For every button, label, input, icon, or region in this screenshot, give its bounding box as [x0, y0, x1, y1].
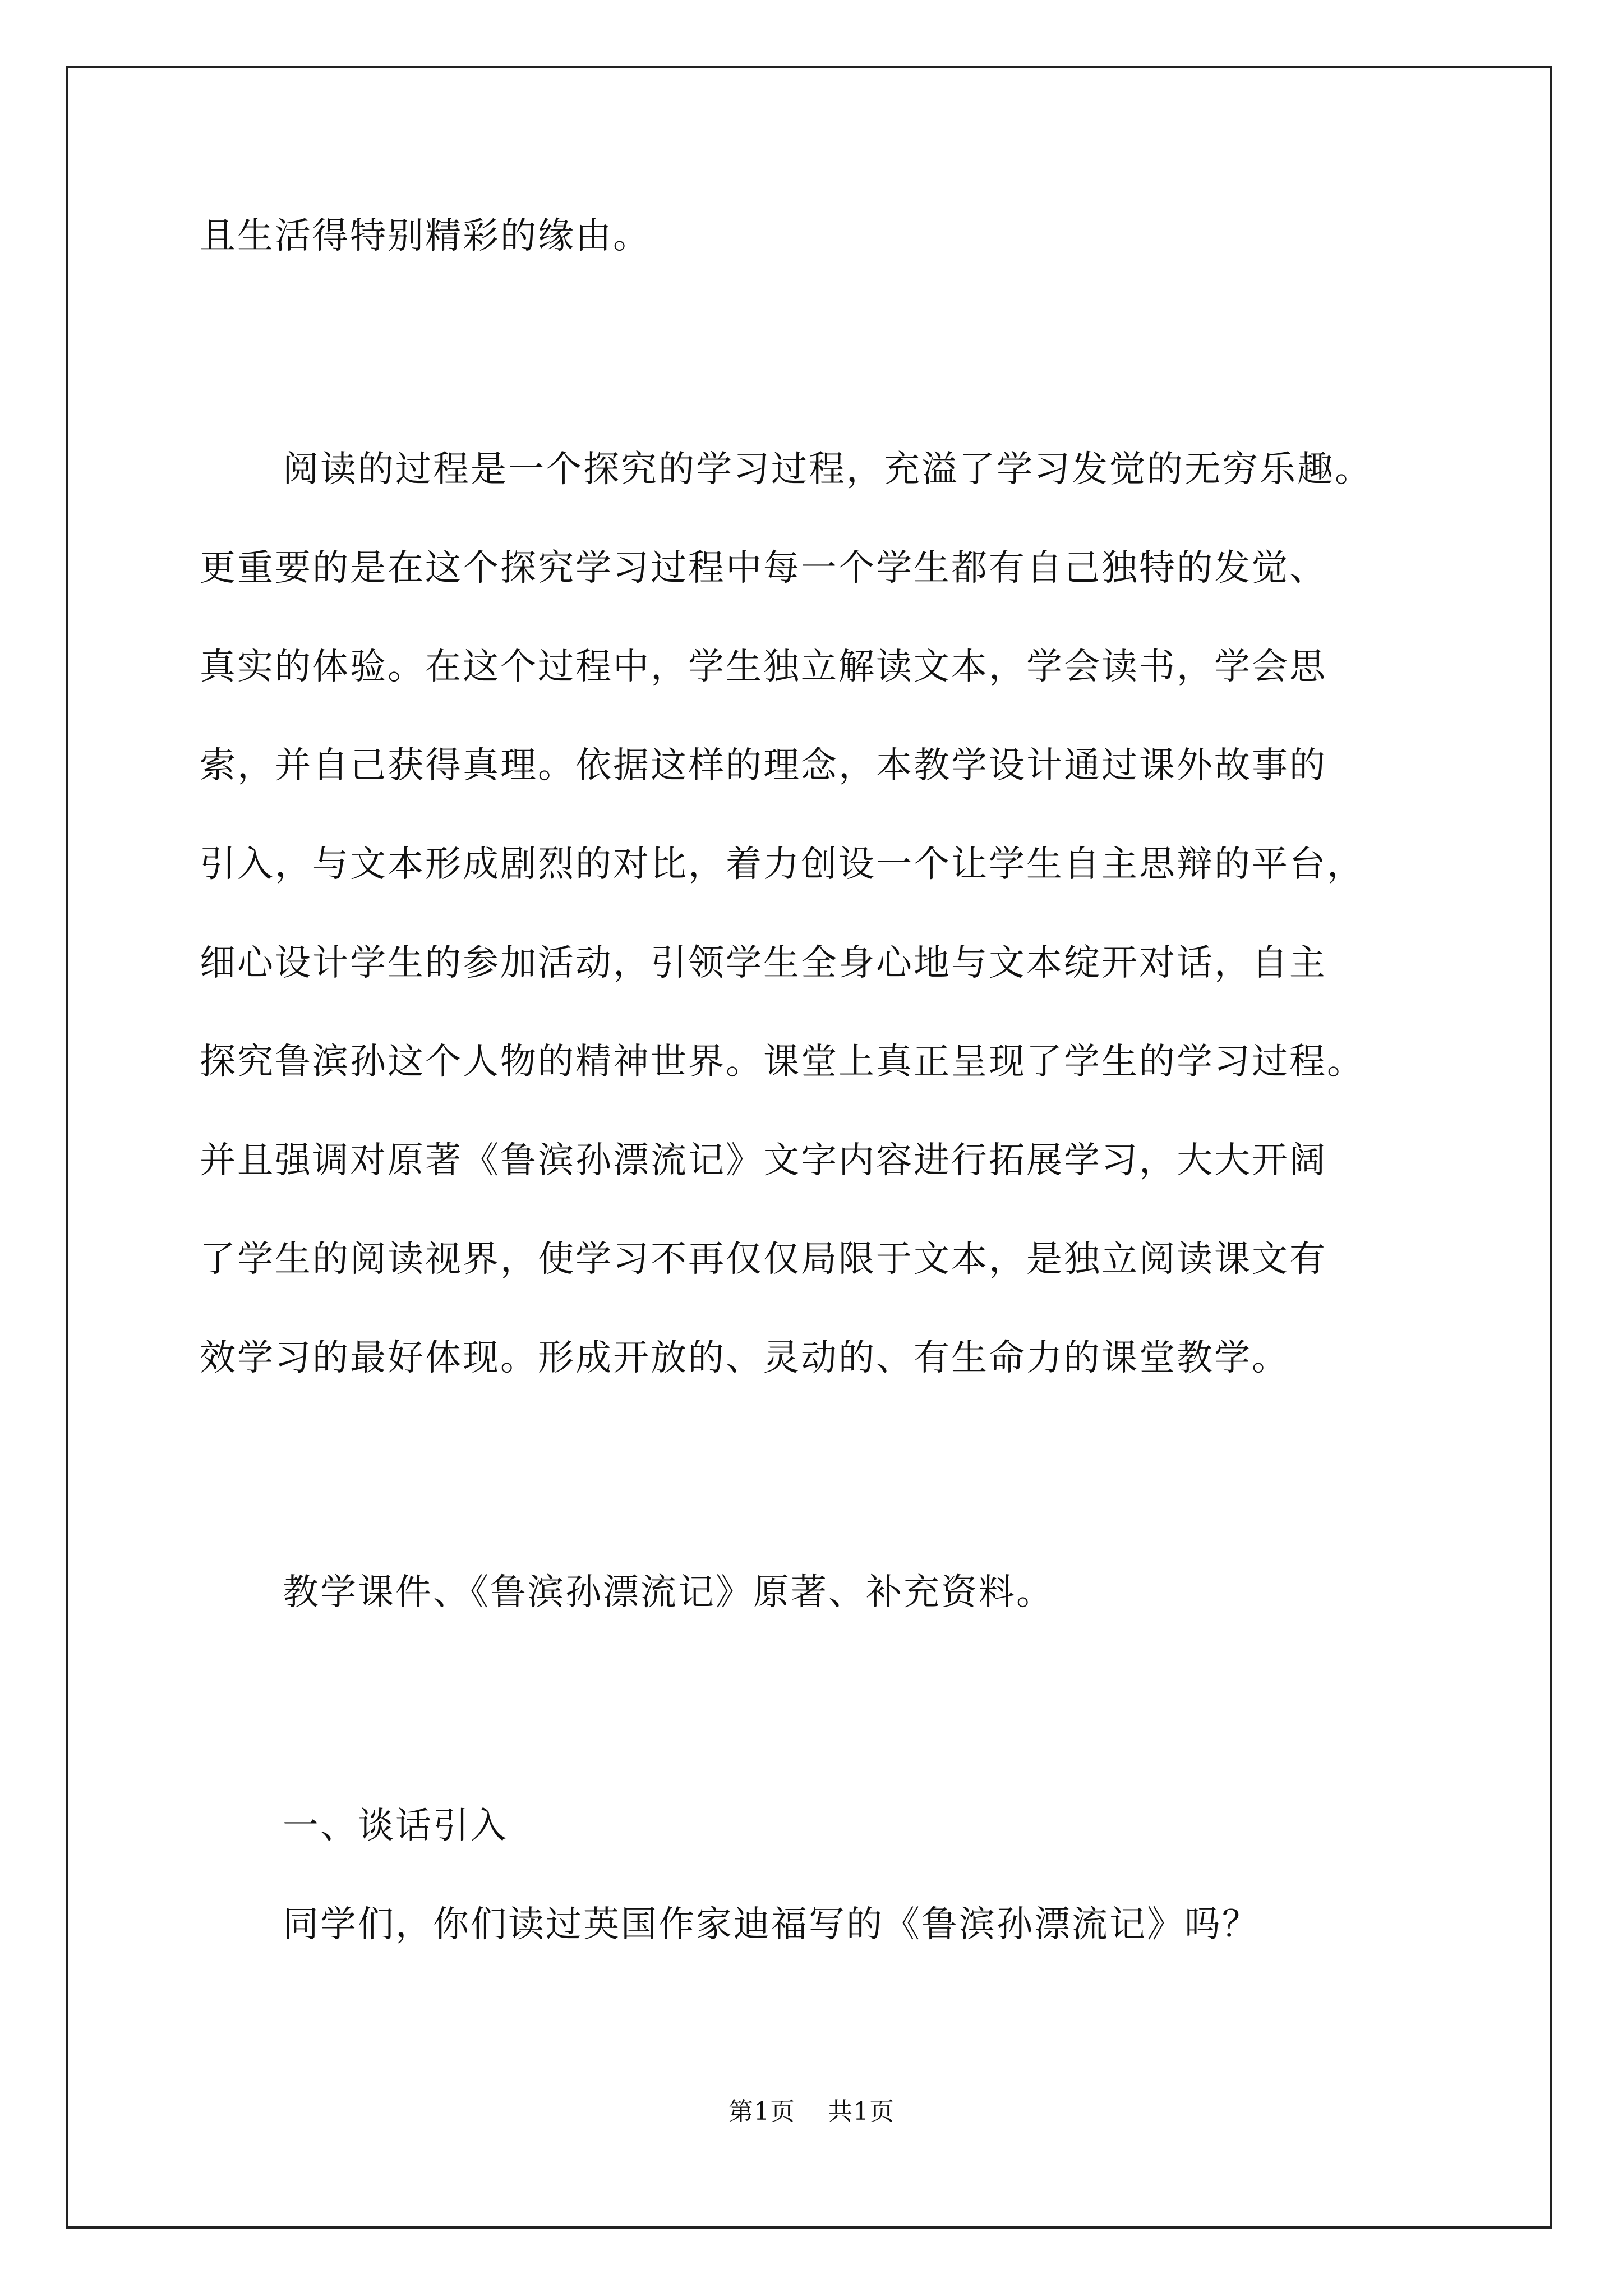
paragraph-line: 教学课件、《鲁滨孙漂流记》原著、补充资料。 — [283, 1572, 1054, 1613]
page-footer — [0, 2095, 1623, 2129]
paragraph-line: 阅读的过程是一个探究的学习过程，充溢了学习发觉的无穷乐趣。 — [283, 449, 1372, 490]
paragraph-line: 细心设计学生的参加活动，引领学生全身心地与文本绽开对话，自主 — [200, 942, 1327, 984]
paragraph-line: 索，并自己获得真理。依据这样的理念，本教学设计通过课外故事的 — [200, 745, 1327, 786]
paragraph-line: 效学习的最好体现。形成开放的、灵动的、有生命力的课堂教学。 — [200, 1337, 1289, 1379]
paragraph-line: 同学们，你们读过英国作家迪福写的《鲁滨孙漂流记》吗？ — [283, 1904, 1260, 1945]
paragraph-line: 且生活得特别精彩的缘由。 — [200, 215, 651, 257]
section-heading: 一、谈话引入 — [283, 1805, 508, 1847]
paragraph-line: 并且强调对原著《鲁滨孙漂流记》文字内容进行拓展学习，大大开阔 — [200, 1140, 1327, 1181]
paragraph-line: 真实的体验。在这个过程中，学生独立解读文本，学会读书，学会思 — [200, 646, 1327, 688]
paragraph-line: 引入，与文本形成剧烈的对比，着力创设一个让学生自主思辩的平台， — [200, 844, 1364, 885]
paragraph-line: 更重要的是在这个探究学习过程中每一个学生都有自己独特的发觉、 — [200, 547, 1327, 589]
paragraph-line: 了学生的阅读视界，使学习不再仅仅局限于文本，是独立阅读课文有 — [200, 1239, 1327, 1280]
paragraph-line: 探究鲁滨孙这个人物的精神世界。课堂上真正呈现了学生的学习过程。 — [200, 1041, 1364, 1083]
page-total: 共1页 — [828, 2097, 895, 2126]
page-number: 第1页 — [728, 2097, 795, 2126]
